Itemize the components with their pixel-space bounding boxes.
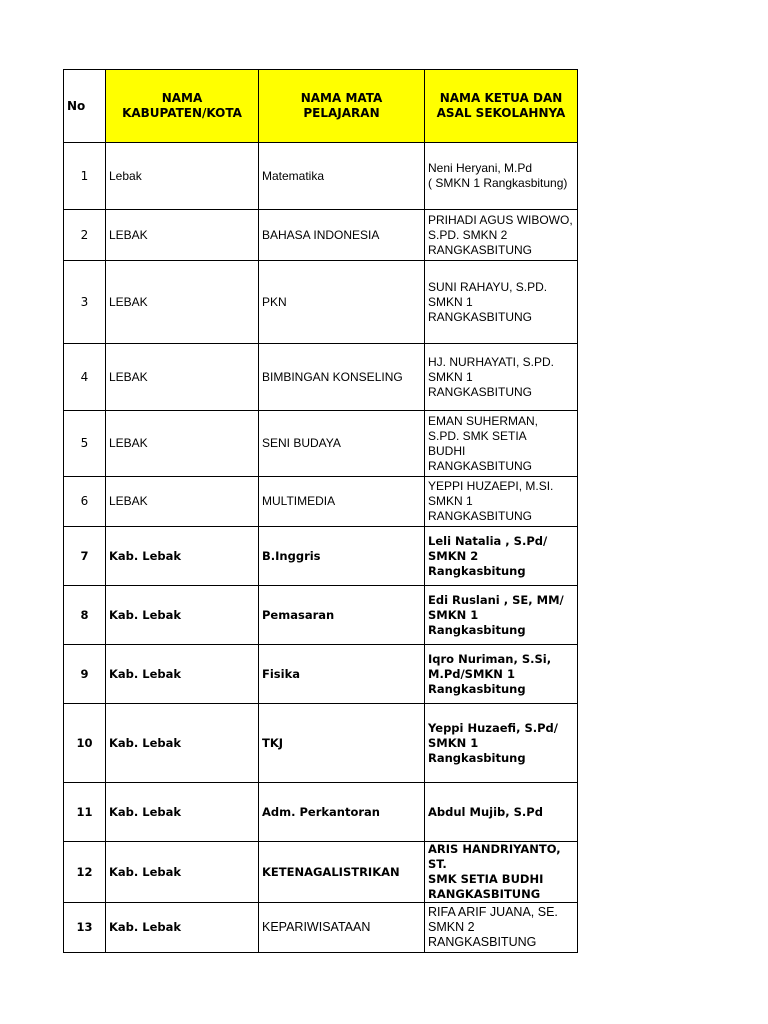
cell-no: 1 xyxy=(64,143,106,210)
cell-mapel: Matematika xyxy=(259,143,425,210)
cell-mapel: KEPARIWISATAAN xyxy=(259,903,425,953)
cell-no: 9 xyxy=(64,645,106,704)
cell-no: 7 xyxy=(64,527,106,586)
cell-kabupaten: LEBAK xyxy=(106,477,259,527)
cell-no: 11 xyxy=(64,783,106,842)
cell-mapel: BAHASA INDONESIA xyxy=(259,210,425,261)
cell-no: 4 xyxy=(64,344,106,411)
cell-ketua: Neni Heryani, M.Pd ( SMKN 1 Rangkasbitung) xyxy=(425,143,578,210)
cell-kabupaten: LEBAK xyxy=(106,261,259,344)
table-row xyxy=(64,645,578,704)
cell-ketua: Iqro Nuriman, S.Si, M.Pd/SMKN 1 Rangkasbitung xyxy=(425,645,578,704)
header-ketua: NAMA KETUA DAN ASAL SEKOLAHNYA xyxy=(425,70,578,143)
cell-mapel: MULTIMEDIA xyxy=(259,477,425,527)
cell-no: 12 xyxy=(64,842,106,903)
cell-no: 5 xyxy=(64,411,106,477)
data-table xyxy=(63,69,578,953)
cell-kabupaten: Kab. Lebak xyxy=(106,842,259,903)
table-row xyxy=(64,586,578,645)
cell-ketua: RIFA ARIF JUANA, SE. SMKN 2 RANGKASBITUNG xyxy=(425,903,578,953)
cell-mapel: TKJ xyxy=(259,704,425,783)
cell-kabupaten: LEBAK xyxy=(106,411,259,477)
cell-ketua: Edi Ruslani , SE, MM/ SMKN 1 Rangkasbitung xyxy=(425,586,578,645)
cell-kabupaten: Lebak xyxy=(106,143,259,210)
table-row xyxy=(64,903,578,953)
table-row xyxy=(64,143,578,210)
cell-ketua: Yeppi Huzaefi, S.Pd/ SMKN 1 Rangkasbitung xyxy=(425,704,578,783)
cell-kabupaten: Kab. Lebak xyxy=(106,586,259,645)
cell-no: 8 xyxy=(64,586,106,645)
cell-mapel: SENI BUDAYA xyxy=(259,411,425,477)
cell-mapel: KETENAGALISTRIKAN xyxy=(259,842,425,903)
cell-ketua: EMAN SUHERMAN, S.PD. SMK SETIA BUDHI RANGKASBITUNG xyxy=(425,411,578,477)
header-kabupaten: NAMA KABUPATEN/KOTA xyxy=(106,70,259,143)
cell-kabupaten: Kab. Lebak xyxy=(106,704,259,783)
cell-mapel: Adm. Perkantoran xyxy=(259,783,425,842)
cell-kabupaten: LEBAK xyxy=(106,210,259,261)
cell-mapel: BIMBINGAN KONSELING xyxy=(259,344,425,411)
cell-ketua: Leli Natalia , S.Pd/ SMKN 2 Rangkasbitung xyxy=(425,527,578,586)
cell-kabupaten: Kab. Lebak xyxy=(106,527,259,586)
cell-kabupaten: Kab. Lebak xyxy=(106,645,259,704)
cell-no: 6 xyxy=(64,477,106,527)
table-row xyxy=(64,210,578,261)
cell-ketua: SUNI RAHAYU, S.PD. SMKN 1 RANGKASBITUNG xyxy=(425,261,578,344)
cell-no: 10 xyxy=(64,704,106,783)
header-row xyxy=(64,70,578,143)
table-row xyxy=(64,477,578,527)
cell-ketua: YEPPI HUZAEPI, M.SI. SMKN 1 RANGKASBITUNG xyxy=(425,477,578,527)
table-row xyxy=(64,344,578,411)
cell-mapel: B.Inggris xyxy=(259,527,425,586)
cell-ketua: PRIHADI AGUS WIBOWO, S.PD. SMKN 2 RANGKASBITUNG xyxy=(425,210,578,261)
table-row xyxy=(64,261,578,344)
table-row xyxy=(64,527,578,586)
header-mapel: NAMA MATA PELAJARAN xyxy=(259,70,425,143)
header-no: No xyxy=(64,70,106,143)
cell-mapel: Fisika xyxy=(259,645,425,704)
table-row xyxy=(64,842,578,903)
cell-no: 3 xyxy=(64,261,106,344)
cell-ketua: ARIS HANDRIYANTO, ST. SMK SETIA BUDHI RANGKASBITUNG xyxy=(425,842,578,903)
cell-ketua: Abdul Mujib, S.Pd xyxy=(425,783,578,842)
table-row xyxy=(64,411,578,477)
cell-no: 13 xyxy=(64,903,106,953)
cell-mapel: Pemasaran xyxy=(259,586,425,645)
cell-kabupaten: Kab. Lebak xyxy=(106,903,259,953)
table-row xyxy=(64,704,578,783)
table-row xyxy=(64,783,578,842)
cell-ketua: HJ. NURHAYATI, S.PD. SMKN 1 RANGKASBITUNG xyxy=(425,344,578,411)
cell-kabupaten: LEBAK xyxy=(106,344,259,411)
cell-kabupaten: Kab. Lebak xyxy=(106,783,259,842)
cell-no: 2 xyxy=(64,210,106,261)
cell-mapel: PKN xyxy=(259,261,425,344)
